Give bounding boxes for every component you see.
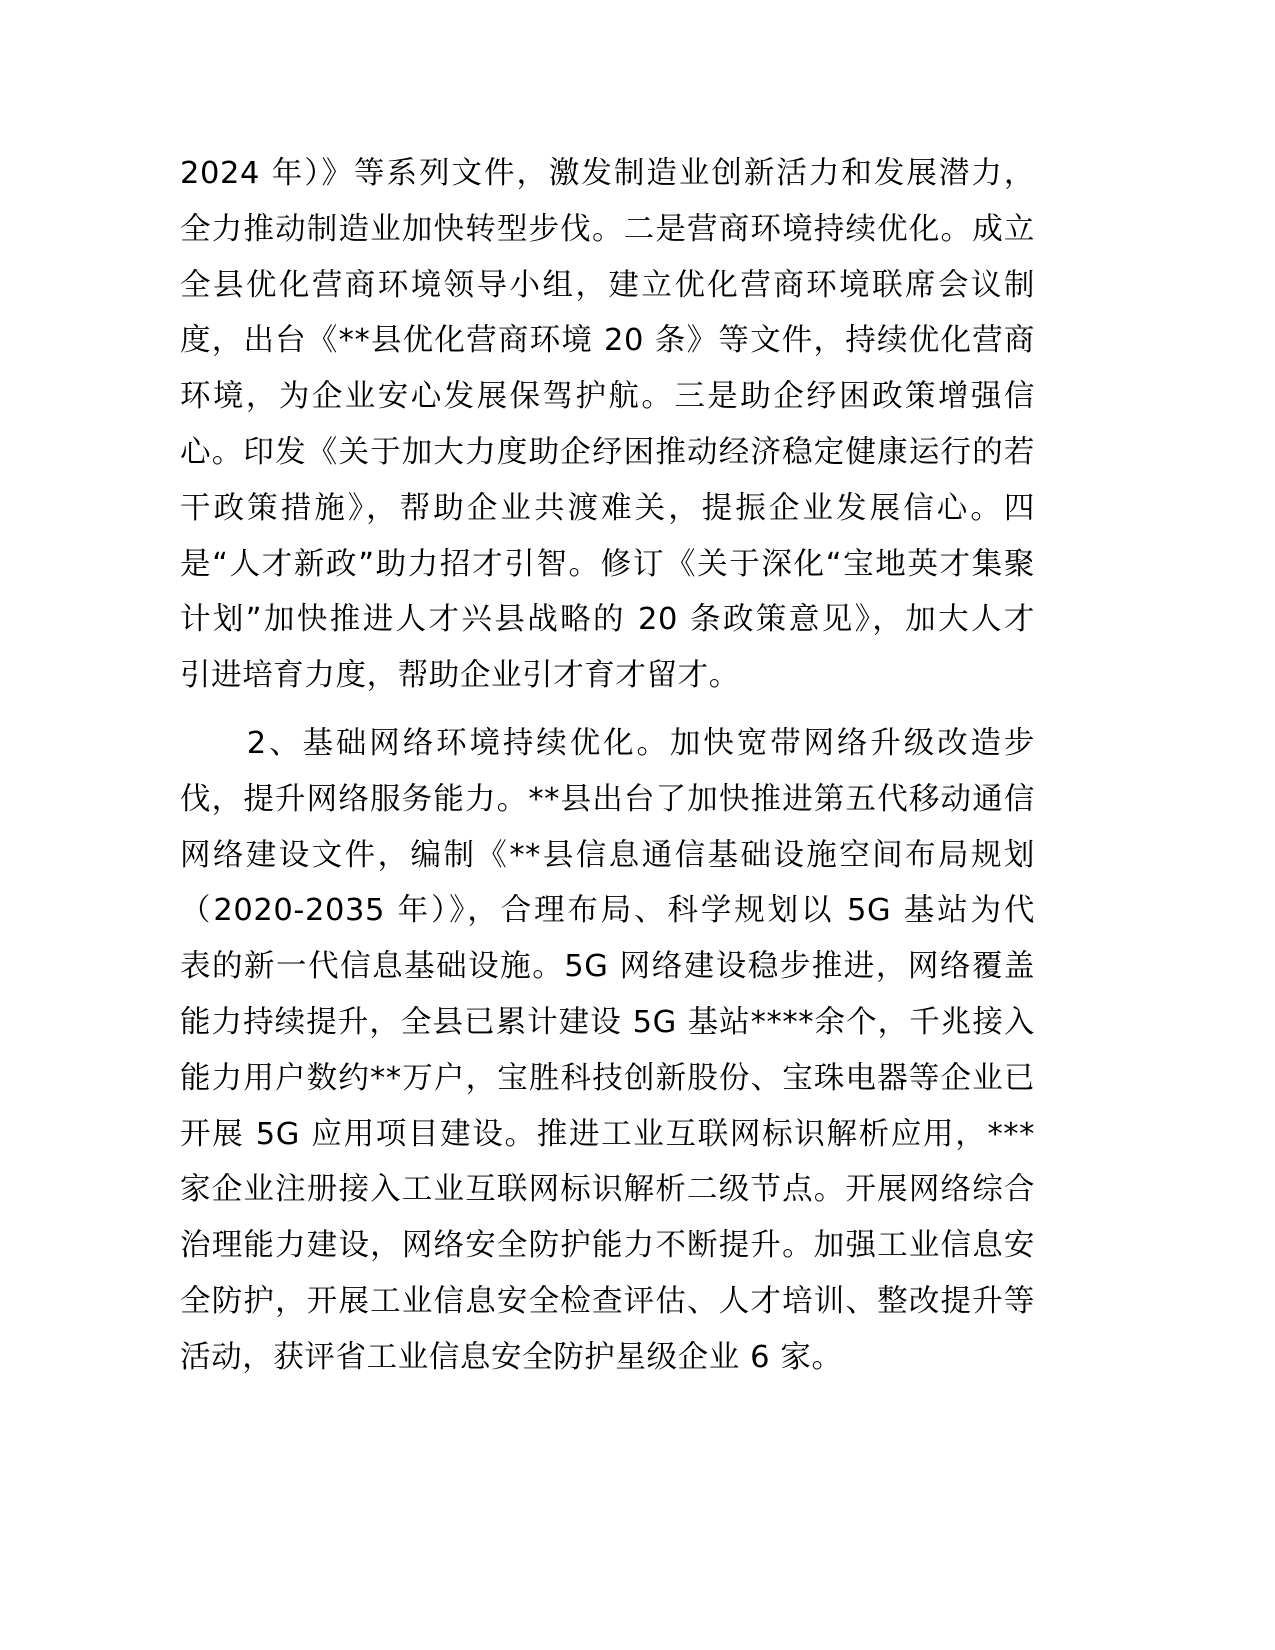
text-line: 伐，提升网络服务能力。**县出台了加快推进第五代移动通信 xyxy=(180,781,1035,817)
text-line: 全防护，开展工业信息安全检查评估、人才培训、整改提升等 xyxy=(180,1283,1035,1319)
text-line: 能力持续提升，全县已累计建设 5G 基站****余个，千兆接入 xyxy=(180,1004,1035,1040)
text-line: 开展 5G 应用项目建设。推进工业互联网标识解析应用，*** xyxy=(180,1116,1035,1152)
text-line: 全县优化营商环境领导小组，建立优化营商环境联席会议制 xyxy=(180,267,1035,303)
document-page xyxy=(180,146,1035,1386)
text-line: 全力推动制造业加快转型步伐。二是营商环境持续优化。成立 xyxy=(180,211,1035,247)
text-line: 表的新一代信息基础设施。5G 网络建设稳步推进，网络覆盖 xyxy=(180,949,1035,985)
text-line: 干政策措施》，帮助企业共渡难关，提振企业发展信心。四 xyxy=(180,490,1035,526)
text-line: 是“人才新政”助力招才引智。修订《关于深化“宝地英才集聚 xyxy=(180,546,1035,582)
text-line: 度，出台《**县优化营商环境 20 条》等文件，持续优化营商 xyxy=(180,323,1035,359)
text-line: 环境，为企业安心发展保驾护航。三是助企纾困政策增强信 xyxy=(180,379,1035,415)
text-line: 活动，获评省工业信息安全防护星级企业 6 家。 xyxy=(180,1339,843,1375)
text-line: （2020-2035 年）》，合理布局、科学规划以 5G 基站为代 xyxy=(180,893,1035,929)
text-line: 心。印发《关于加大力度助企纾困推动经济稳定健康运行的若 xyxy=(180,434,1035,470)
text-line: 治理能力建设，网络安全防护能力不断提升。加强工业信息安 xyxy=(180,1228,1035,1264)
paragraph-spacer xyxy=(180,704,1035,716)
text-line: 家企业注册接入工业互联网标识解析二级节点。开展网络综合 xyxy=(180,1172,1035,1208)
text-line: 引进培育力度，帮助企业引才育才留才。 xyxy=(180,658,740,694)
text-line: 计划”加快推进人才兴县战略的 20 条政策意见》，加大人才 xyxy=(180,602,1035,638)
paragraph-network-environment xyxy=(180,716,1035,1386)
text-line: 2、基础网络环境持续优化。加快宽带网络升级改造步 xyxy=(180,725,1035,761)
text-line: 2024 年）》等系列文件，激发制造业创新活力和发展潜力， xyxy=(180,156,1035,191)
paragraph-business-environment xyxy=(180,146,1035,704)
text-line: 网络建设文件，编制《**县信息通信基础设施空间布局规划 xyxy=(180,837,1035,873)
text-line: 能力用户数约**万户，宝胜科技创新股份、宝珠电器等企业已 xyxy=(180,1060,1035,1096)
